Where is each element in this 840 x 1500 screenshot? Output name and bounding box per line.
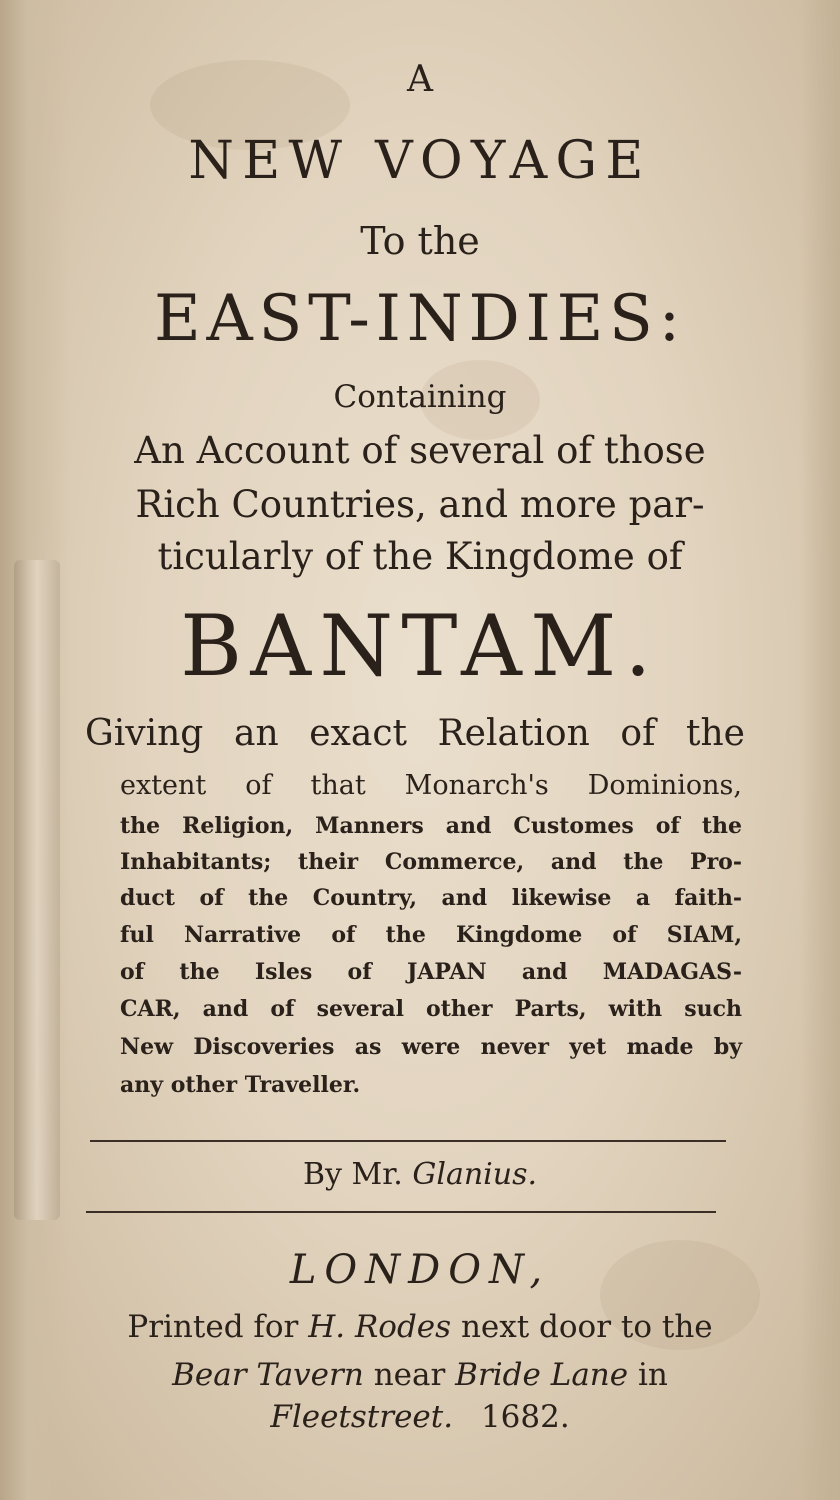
body-line: duct of the Country, and likewise a faith- [120,885,742,911]
body-line: ful Narrative of the Kingdome of SIAM, [120,922,742,948]
book-title: NEW VOYAGE [188,131,652,191]
divider-rule-top [90,1140,726,1142]
body-line: the Religion, Manners and Customes of the [120,813,742,839]
imprint-printer: H. Rodes [308,1309,452,1345]
imprint-lane: Bride Lane [455,1357,629,1393]
imprint-next-door: next door to the [460,1309,713,1345]
description-line: An Account of several of those [134,429,706,472]
imprint-line-3 [0,1399,840,1435]
body-line: Giving an exact Relation of the [85,713,745,754]
divider-rule-bottom [86,1211,716,1213]
author-name: Glanius. [412,1157,538,1192]
title-destination: EAST-INDIES: [154,282,686,356]
imprint-city: LONDON, [289,1247,551,1293]
imprint-tavern: Bear Tavern [172,1357,364,1393]
kingdom-name: BANTAM. [180,597,660,695]
body-line: any other Traveller. [120,1072,361,1098]
imprint-year: 1682. [480,1399,570,1435]
body-line: of the Isles of JAPAN and MADAGAS- [120,959,742,985]
author-title: Mr. [351,1157,403,1192]
title-article: A [407,59,433,100]
description-line: Rich Countries, and more par- [135,483,705,526]
subtitle-containing: Containing [333,379,507,415]
body-line: New Discoveries as were never yet made by [120,1034,742,1060]
imprint-street: Fleetstreet. [270,1399,454,1435]
body-line: CAR, and of several other Parts, with such [120,996,742,1022]
imprint-in: in [637,1357,668,1393]
imprint-line-2 [0,1357,840,1393]
imprint-printed-for: Printed for [127,1309,299,1345]
author-credit [0,1157,840,1192]
author-by: By [302,1157,342,1192]
body-line: Inhabitants; their Commerce, and the Pro- [120,849,742,875]
imprint-line-1 [0,1309,840,1345]
description-line: ticularly of the Kingdome of [157,535,683,578]
body-line: extent of that Monarch's Dominions, [120,770,742,801]
title-to-the: To the [360,219,480,263]
imprint-near: near [373,1357,446,1393]
